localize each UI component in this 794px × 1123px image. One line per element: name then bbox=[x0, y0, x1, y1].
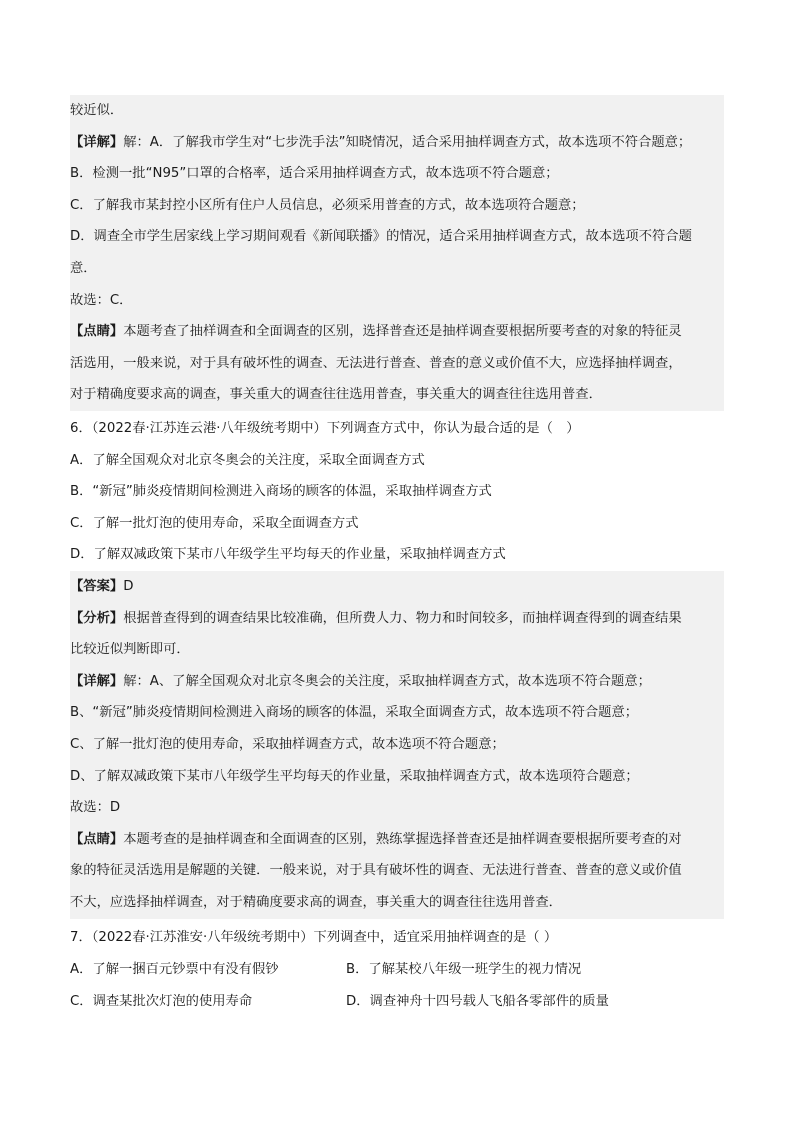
detail-text: 解：A．了解我市学生对“七步洗手法”知晓情况，适合采用抽样调查方式，故本选项不符合题意； bbox=[123, 134, 692, 150]
detail-line: C、了解一批灯泡的使用寿命，采取抽样调查方式，故本选项不符合题意； bbox=[70, 736, 505, 752]
explanation-tail: 较近似． bbox=[70, 103, 124, 118]
point-line: 对于精确度要求高的调查，事关重大的调查往往选用普查，事关重大的调查往往选用普查． bbox=[70, 387, 602, 403]
point-tag: 【点睛】 bbox=[70, 831, 124, 847]
question-7-options bbox=[70, 954, 724, 1017]
answer-tag: 【答案】 bbox=[70, 579, 124, 594]
point-line: 象的特征灵活选用是解题的关键．一般来说，对于具有破坏性的调查、无法进行普查、普查的意义或价值 bbox=[70, 863, 682, 879]
options-row bbox=[70, 954, 724, 986]
answer-explanation-6 bbox=[70, 571, 724, 919]
detail-line bbox=[70, 127, 724, 159]
detail-text: 解：A、了解全国观众对北京冬奥会的关注度，采取抽样调查方式，故本选项不符合题意； bbox=[123, 673, 651, 689]
question-7 bbox=[70, 922, 724, 954]
point-line bbox=[70, 316, 724, 348]
detail-line bbox=[70, 666, 724, 698]
detail-line: B．检测一批“N95”口罩的合格率，适合采用抽样调查方式，故本选项不符合题意； bbox=[70, 166, 559, 182]
options-row bbox=[70, 986, 724, 1018]
point-line bbox=[70, 824, 724, 856]
option-a: A．了解一捆百元钞票中有没有假钞 bbox=[70, 962, 279, 977]
analysis-tag: 【分析】 bbox=[70, 610, 124, 626]
option-c: C．调查某批次灯泡的使用寿命 bbox=[70, 993, 253, 1009]
question-stem: 7．（2022春·江苏淮安·八年级统考期中）下列调查中，适宜采用抽样调查的是（ ） bbox=[70, 930, 558, 945]
option-b: B．“新冠”肺炎疫情期间检测进入商场的顾客的体温，采取抽样调查方式 bbox=[70, 484, 492, 500]
point-line: 活选用，一般来说，对于具有破坏性的调查、无法进行普查、普查的意义或价值不大，应选择抽样调查， bbox=[70, 355, 682, 371]
answer-explanation-5 bbox=[70, 95, 724, 411]
option-c: C．了解一批灯泡的使用寿命，采取全面调查方式 bbox=[70, 515, 359, 531]
option-d: D．调查神舟十四号载人飞船各零部件的质量 bbox=[346, 993, 609, 1009]
detail-line: D．调查全市学生居家线上学习期间观看《新闻联播》的情况，适合采用抽样调查方式，故本选项不符合题 bbox=[70, 229, 692, 245]
detail-line: B、“新冠”肺炎疫情期间检测进入商场的顾客的体温，采取全面调查方式，故本选项不符合题意； bbox=[70, 705, 639, 721]
detail-tag: 【详解】 bbox=[70, 673, 124, 689]
option-a: A．了解全国观众对北京冬奥会的关注度，采取全面调查方式 bbox=[70, 452, 425, 468]
point-line: 不大，应选择抽样调查，对于精确度要求高的调查，事关重大的调查往往选用普查． bbox=[70, 894, 562, 910]
answer-line bbox=[70, 571, 724, 603]
point-text: 本题考查了抽样调查和全面调查的区别，选择普查还是抽样调查要根据所要考查的对象的特征灵 bbox=[123, 324, 682, 340]
option-d: D．了解双减政策下某市八年级学生平均每天的作业量，采取抽样调查方式 bbox=[70, 547, 506, 563]
analysis-text: 根据普查得到的调查结果比较准确，但所费人力、物力和时间较多，而抽样调查得到的调查结果 bbox=[123, 610, 682, 626]
analysis-line: 比较近似判断即可． bbox=[70, 642, 190, 658]
detail-line: C．了解我市某封控小区所有住户人员信息，必须采用普查的方式，故本选项符合题意； bbox=[70, 197, 585, 213]
answer-value: D bbox=[123, 579, 134, 594]
option-b: B．了解某校八年级一班学生的视力情况 bbox=[346, 962, 582, 977]
detail-tag: 【详解】 bbox=[70, 134, 124, 150]
point-tag: 【点睛】 bbox=[70, 324, 124, 340]
analysis-line bbox=[70, 603, 724, 635]
question-6 bbox=[70, 413, 724, 571]
choice-line: 故选：D bbox=[70, 800, 121, 816]
question-stem: 6．（2022春·江苏连云港·八年级统考期中）下列调查方式中，你认为最合适的是（ ） bbox=[70, 421, 580, 436]
detail-line: D、了解双减政策下某市八年级学生平均每天的作业量，采取抽样调查方式，故本选项符合题意； bbox=[70, 768, 639, 784]
point-text: 本题考查的是抽样调查和全面调查的区别，熟练掌握选择普查还是抽样调查要根据所要考查的对 bbox=[123, 831, 682, 847]
choice-line: 故选：C． bbox=[70, 292, 133, 308]
detail-line: 意． bbox=[70, 260, 97, 276]
